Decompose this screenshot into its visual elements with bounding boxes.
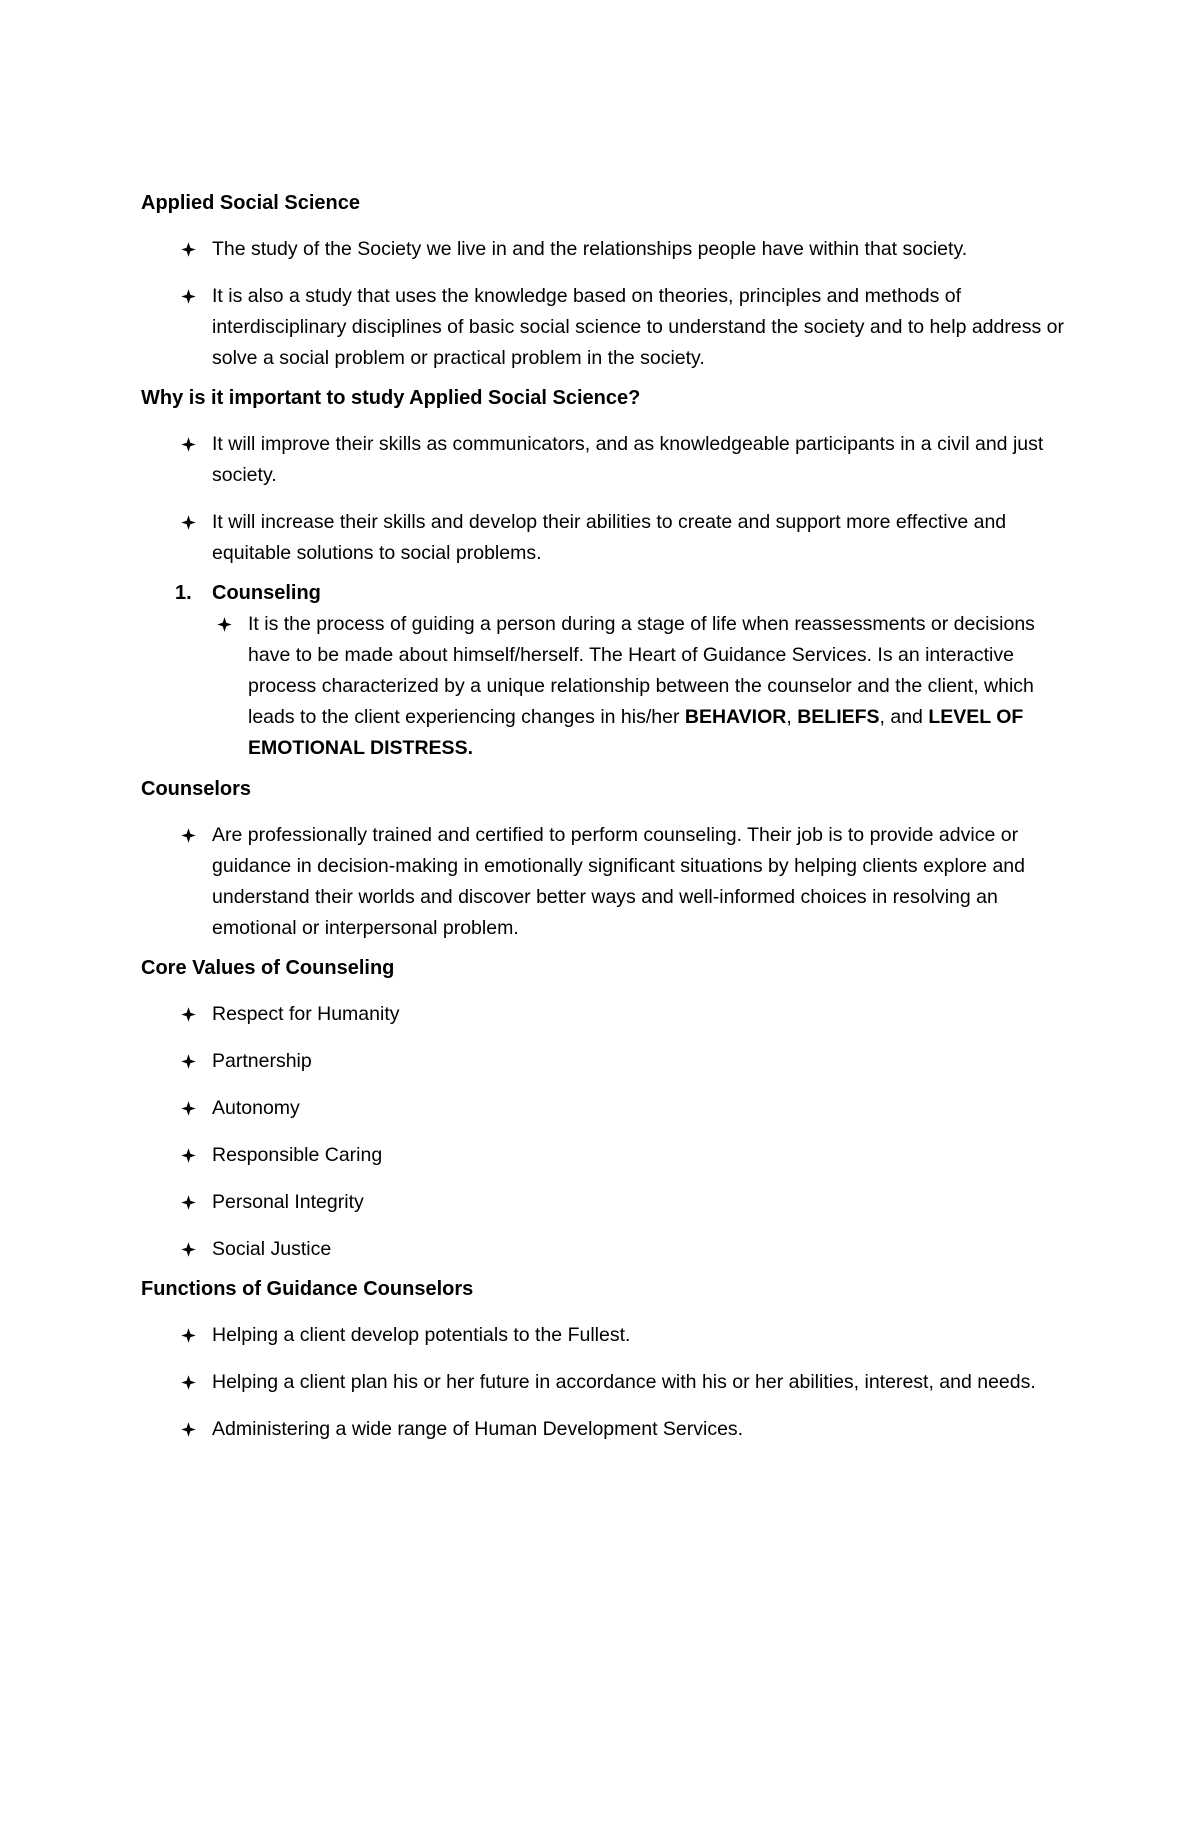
list-item [141,1093,1081,1124]
diamond-bullet-icon [181,1007,196,1022]
text-separator: , [786,706,798,728]
emphasis-behavior: BEHAVIOR [684,706,787,728]
emphasis-beliefs: BELIEFS [797,706,880,728]
diamond-bullet-icon [181,1328,196,1343]
list-item [141,1320,1081,1351]
list-item [141,1367,1081,1398]
bullet-text: The study of the Society we live in and the relationships people have within that society. [212,238,968,260]
bullet-list-core-values [141,999,1081,1265]
counseling-text: It is the process of guiding a person during a stage of life when reassessments or decisions have to be made about himself/herself. The Heart of Guidance Services. Is an interactive process characterized by a unique relationship between the counselor and the client, which leads to the client experiencing changes in his/her [248,613,1035,728]
diamond-bullet-icon [181,1375,196,1390]
diamond-bullet-icon [181,242,196,257]
diamond-bullet-icon [181,289,196,304]
list-item [141,281,1081,374]
bullet-text: Personal Integrity [212,1191,364,1213]
bullet-text: Partnership [212,1050,312,1072]
emphasis-emotional-distress: LEVEL OF EMOTIONAL DISTRESS. [248,706,1024,759]
bullet-text: Respect for Humanity [212,1003,400,1025]
heading-counselors: Counselors [141,778,252,800]
list-item [141,1187,1081,1218]
bullet-text: Administering a wide range of Human Development Services. [212,1418,744,1440]
bullet-text: Helping a client develop potentials to the Fullest. [212,1324,631,1346]
list-item [141,507,1081,569]
bullet-text: Social Justice [212,1238,332,1260]
diamond-bullet-icon [181,1195,196,1210]
bullet-list-counselors [141,820,1081,944]
bullet-list-why-important [141,429,1081,569]
diamond-bullet-icon [181,1422,196,1437]
numbered-item-counseling [141,578,1081,764]
counseling-definition [212,609,1081,764]
diamond-bullet-icon [181,1242,196,1257]
list-item [141,1234,1081,1265]
bullet-text: It is also a study that uses the knowledge based on theories, principles and methods of interdisciplinary disciplines of basic social science to understand the society and to help address or solve a social problem or practical problem in the society. [212,285,1064,369]
bullet-text: Are professionally trained and certified to perform counseling. Their job is to provide advice or guidance in decision-making in emotionally significant situations by helping clients explore and understand their worlds and discover better ways and well-informed choices in resolving an emotional or interpersonal problem. [212,824,1025,939]
list-item [141,1046,1081,1077]
diamond-bullet-icon [181,828,196,843]
bullet-text: Helping a client plan his or her future in accordance with his or her abilities, interest, and needs. [212,1371,1036,1393]
bullet-text: Responsible Caring [212,1144,383,1166]
list-item [141,999,1081,1030]
list-item [141,820,1081,944]
counseling-title: Counseling [212,582,321,604]
bullet-text: Autonomy [212,1097,300,1119]
bullet-list-functions [141,1320,1081,1445]
document-body [141,188,1081,1454]
bullet-list-applied-social-science [141,234,1081,374]
list-item [141,1414,1081,1445]
list-item [141,429,1081,491]
text-separator: , and [879,706,929,728]
diamond-bullet-icon [217,617,232,632]
heading-core-values: Core Values of Counseling [141,957,395,979]
diamond-bullet-icon [181,1054,196,1069]
diamond-bullet-icon [181,1101,196,1116]
bullet-text: It will improve their skills as communicators, and as knowledgeable participants in a civil and just society. [212,433,1044,486]
bullet-text: It will increase their skills and develop their abilities to create and support more effective and equitable solutions to social problems. [212,511,1007,564]
list-item [141,234,1081,265]
diamond-bullet-icon [181,515,196,530]
heading-functions: Functions of Guidance Counselors [141,1278,474,1300]
heading-why-important: Why is it important to study Applied Social Science? [141,387,641,409]
list-item [141,1140,1081,1171]
diamond-bullet-icon [181,437,196,452]
diamond-bullet-icon [181,1148,196,1163]
heading-applied-social-science: Applied Social Science [141,192,360,214]
list-number: 1. [175,582,192,604]
